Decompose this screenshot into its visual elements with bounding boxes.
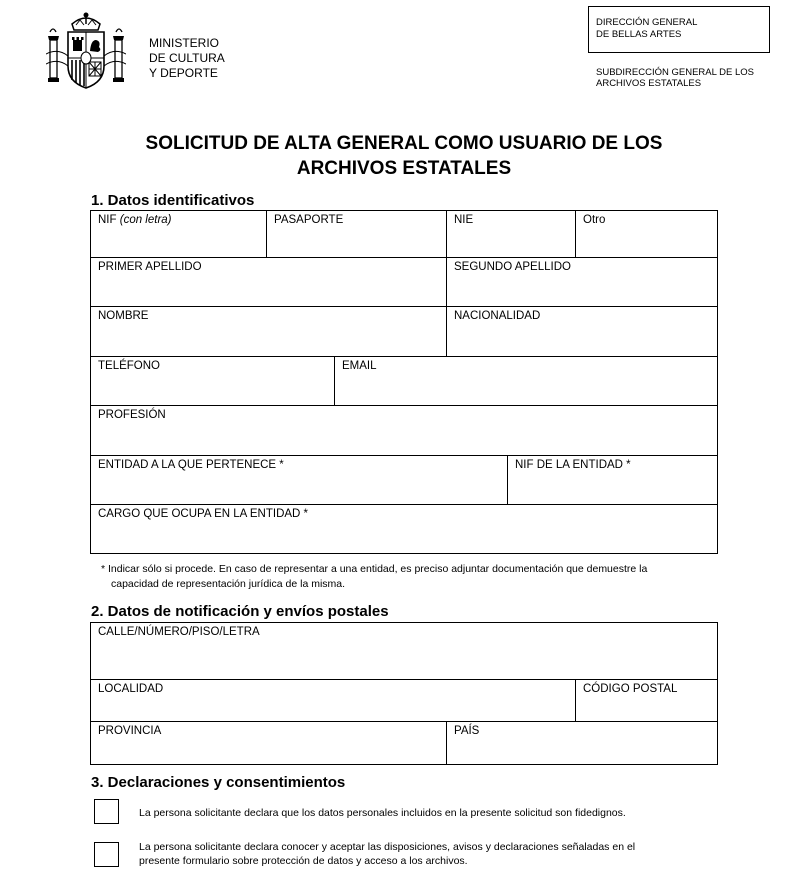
direction-line: DIRECCIÓN GENERAL: [596, 17, 698, 28]
nif-field[interactable]: [91, 211, 267, 257]
primer-apellido-label: PRIMER APELLIDO: [98, 261, 202, 273]
otro-label: Otro: [583, 214, 606, 226]
ministry-line: Y DEPORTE: [149, 66, 218, 80]
note-line: capacidad de representación jurídica de la misma.: [111, 578, 346, 590]
nif-hint: (con letra): [119, 214, 172, 226]
declaration2-line: presente formulario sobre protección de datos y acceso a los archivos.: [139, 855, 468, 867]
nie-field[interactable]: [447, 211, 576, 257]
cargo-label: CARGO QUE OCUPA EN LA ENTIDAD *: [98, 508, 309, 520]
codigo-postal-label: CÓDIGO POSTAL: [583, 683, 678, 695]
declaration1-checkbox[interactable]: [94, 799, 119, 824]
nif-entidad-field[interactable]: [508, 456, 717, 504]
pais-field[interactable]: [447, 722, 717, 764]
direction-line: DE BELLAS ARTES: [596, 29, 682, 40]
email-field[interactable]: [335, 357, 717, 405]
form-row: [91, 680, 717, 722]
form-row: [91, 623, 717, 680]
ministry-name: [149, 36, 225, 81]
pais-label: PAÍS: [454, 725, 480, 737]
nif-entidad-label: NIF DE LA ENTIDAD *: [515, 459, 631, 471]
nombre-field[interactable]: [91, 307, 447, 356]
declaration2-text: [139, 840, 699, 868]
declaration-row: [94, 799, 714, 827]
profesion-field[interactable]: [91, 406, 717, 455]
form-row: [91, 456, 717, 505]
subdirection-label: [596, 67, 754, 89]
provincia-field[interactable]: [91, 722, 447, 764]
entity-note: [101, 562, 711, 592]
entidad-field[interactable]: [91, 456, 508, 504]
declaration2-line: La persona solicitante declara conocer y aceptar las disposiciones, avisos y declaraciones señaladas en el: [139, 841, 636, 853]
declaration1-text: La persona solicitante declara que los datos personales incluidos en la presente solicitud son fidedignos.: [139, 807, 626, 819]
identification-form: [90, 210, 718, 554]
ministry-line: DE CULTURA: [149, 51, 225, 65]
nif-label: NIF: [98, 214, 117, 226]
form-row: [91, 357, 717, 406]
declaration-row: [94, 842, 714, 872]
nacionalidad-label: NACIONALIDAD: [454, 310, 541, 322]
section2-heading: 2. Datos de notificación y envíos postales: [91, 603, 389, 620]
nacionalidad-field[interactable]: [447, 307, 717, 356]
otro-field[interactable]: [576, 211, 717, 257]
note-line: * Indicar sólo si procede. En caso de representar a una entidad, es preciso adjuntar documentación que demuestre la: [101, 563, 648, 575]
title-line: ARCHIVOS ESTATALES: [296, 158, 512, 179]
coat-of-arms-icon: [46, 10, 126, 92]
subdirection-line: SUBDIRECCIÓN GENERAL DE LOS: [596, 67, 755, 78]
form-row: [91, 406, 717, 456]
direction-general-box: [588, 6, 770, 53]
title-line: SOLICITUD DE ALTA GENERAL COMO USUARIO DE LOS: [145, 133, 663, 154]
localidad-field[interactable]: [91, 680, 576, 721]
cargo-field[interactable]: [91, 505, 717, 553]
telefono-field[interactable]: [91, 357, 335, 405]
section1-heading: 1. Datos identificativos: [91, 192, 255, 209]
calle-field[interactable]: [91, 623, 717, 679]
ministry-line: MINISTERIO: [149, 36, 220, 50]
form-row: [91, 258, 717, 307]
pasaporte-label: PASAPORTE: [274, 214, 344, 226]
codigo-postal-field[interactable]: [576, 680, 717, 721]
form-row: [91, 307, 717, 357]
section3-heading: 3. Declaraciones y consentimientos: [91, 774, 346, 791]
segundo-apellido-field[interactable]: [447, 258, 717, 306]
form-row: [91, 211, 717, 258]
profesion-label: PROFESIÓN: [98, 409, 166, 421]
subdirection-line: ARCHIVOS ESTATALES: [596, 78, 702, 89]
entidad-label: ENTIDAD A LA QUE PERTENECE *: [98, 459, 284, 471]
segundo-apellido-label: SEGUNDO APELLIDO: [454, 261, 571, 273]
nie-label: NIE: [454, 214, 474, 226]
telefono-label: TELÉFONO: [98, 360, 160, 372]
declaration2-checkbox[interactable]: [94, 842, 119, 867]
form-row: [91, 722, 717, 764]
page-title: [90, 131, 718, 181]
calle-label: CALLE/NÚMERO/PISO/LETRA: [98, 626, 260, 638]
localidad-label: LOCALIDAD: [98, 683, 164, 695]
pasaporte-field[interactable]: [267, 211, 447, 257]
postal-form: [90, 622, 718, 765]
provincia-label: PROVINCIA: [98, 725, 162, 737]
form-row: [91, 505, 717, 553]
primer-apellido-field[interactable]: [91, 258, 447, 306]
nombre-label: NOMBRE: [98, 310, 149, 322]
email-label: EMAIL: [342, 360, 377, 372]
